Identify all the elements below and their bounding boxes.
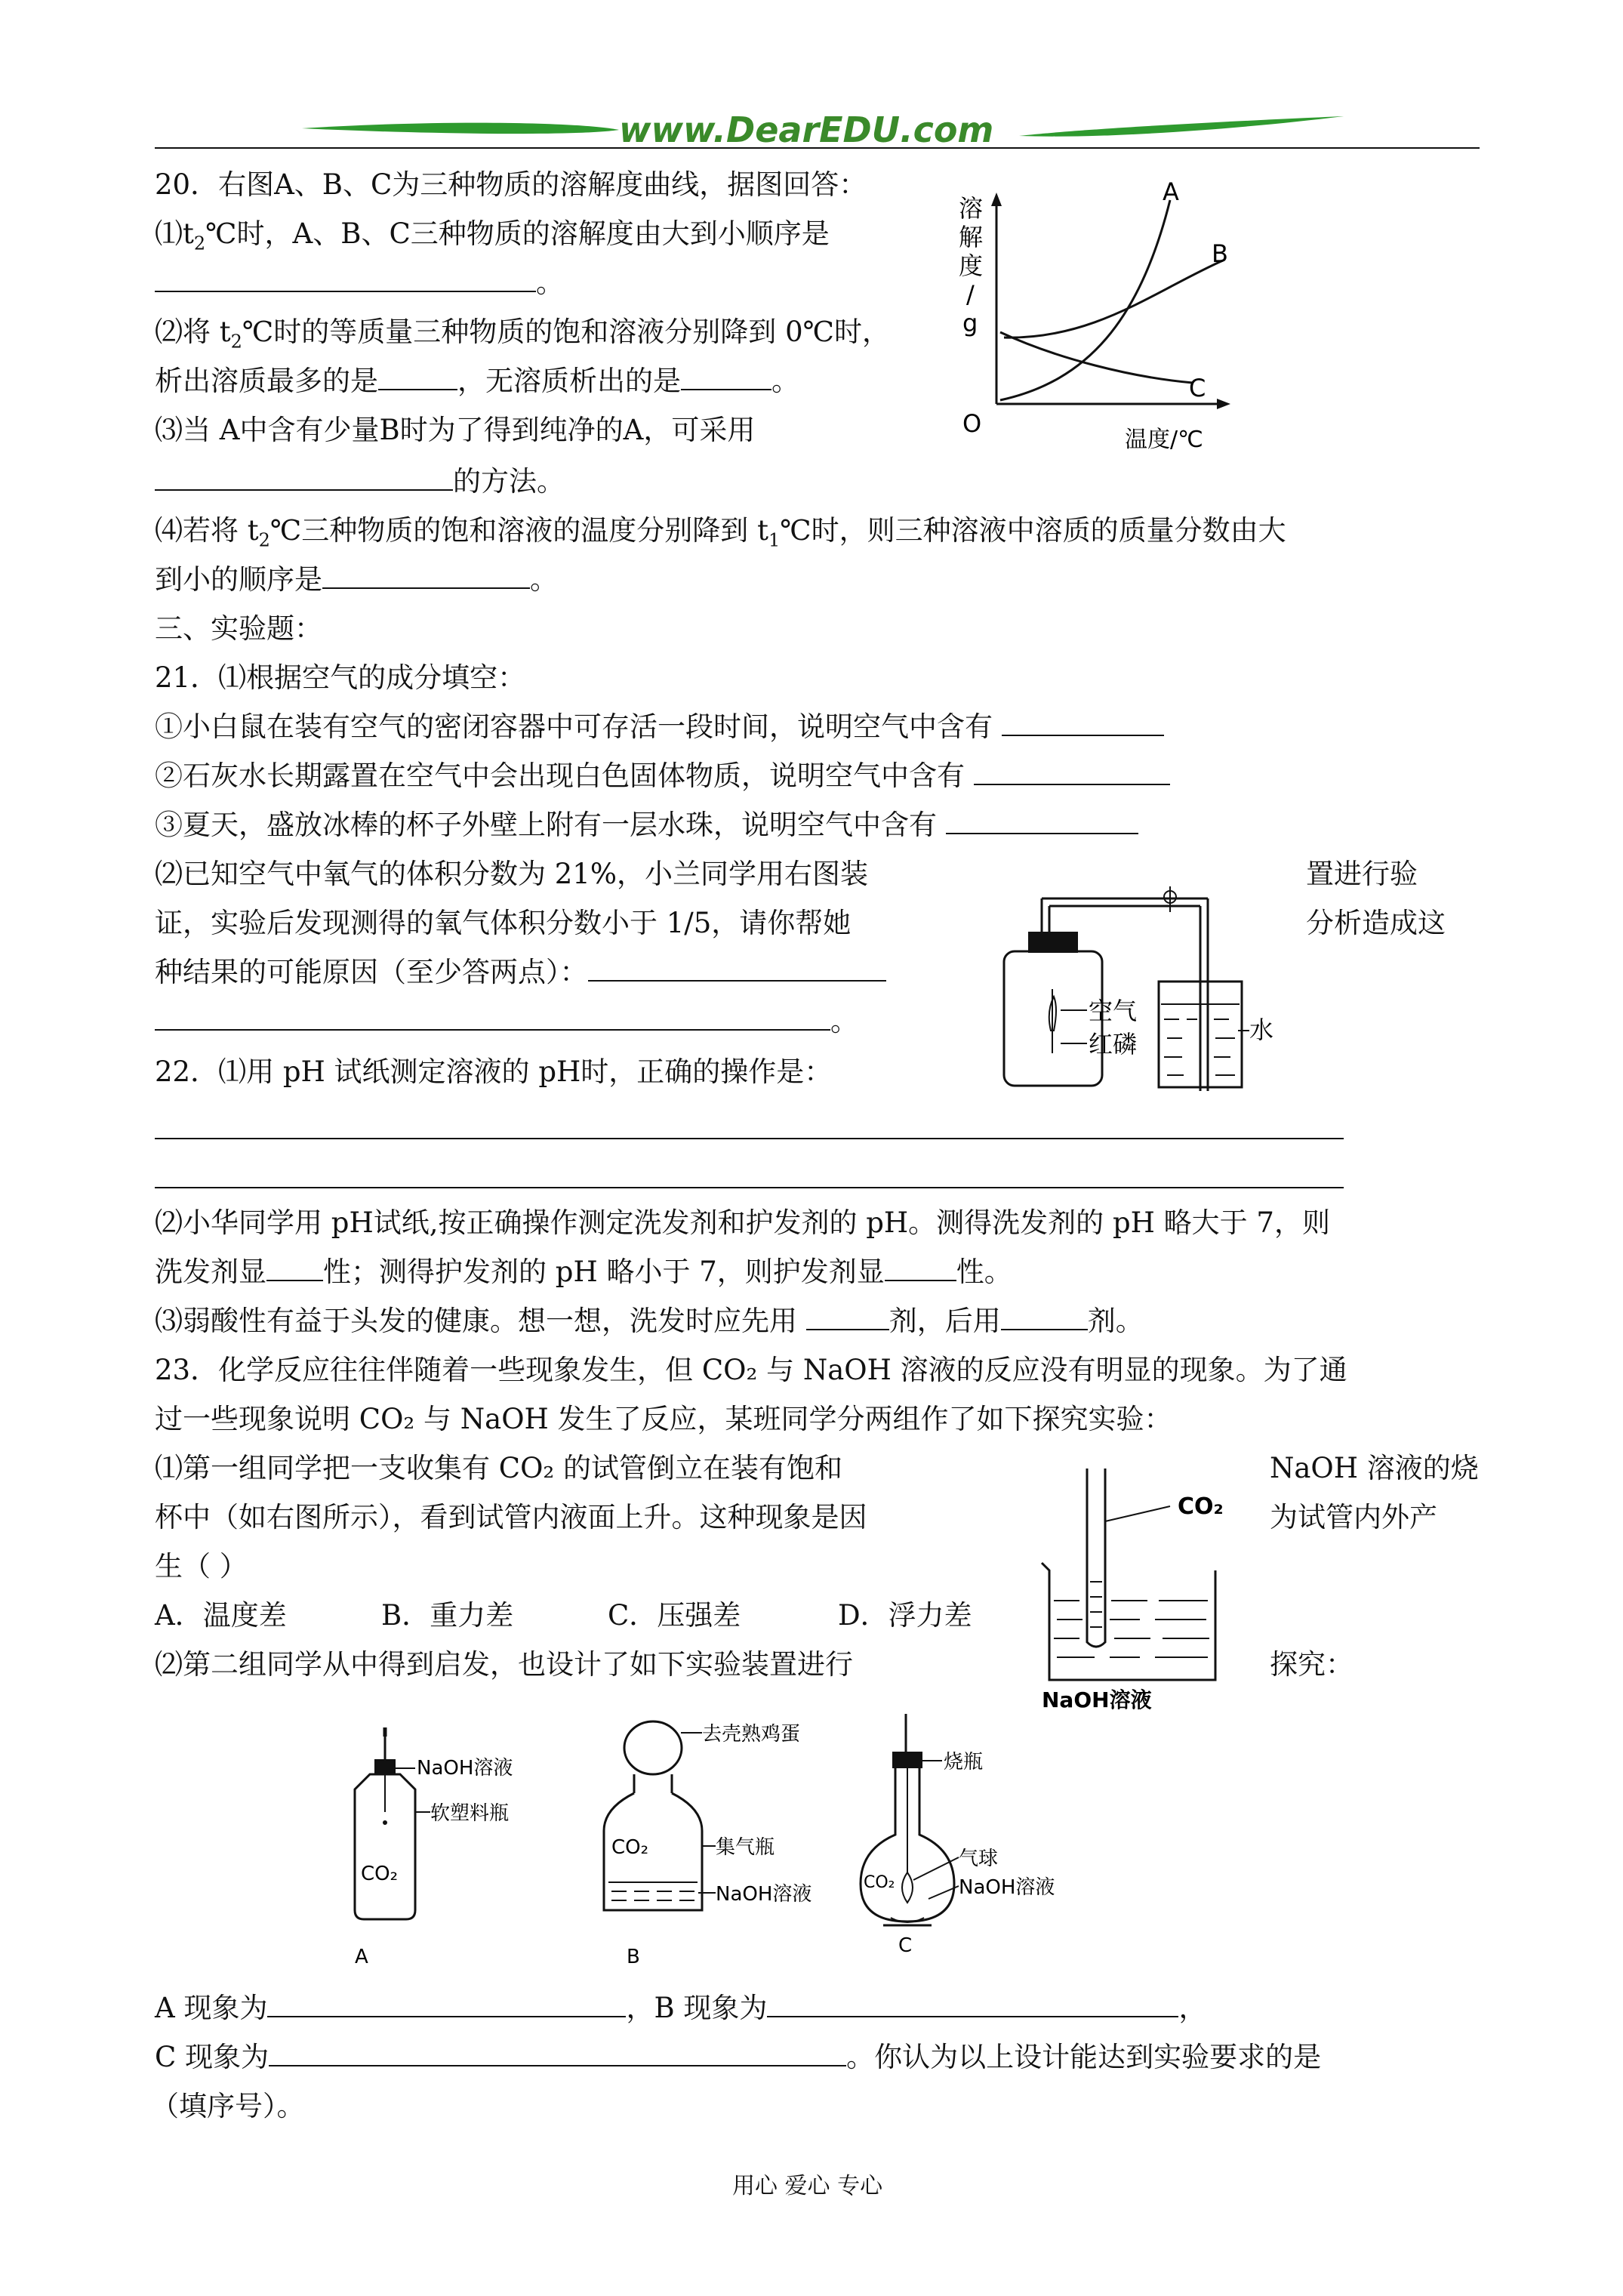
q21-part2a: ⑵已知空气中氧气的体积分数为 21%，小兰同学用右图装	[155, 858, 868, 890]
q23-answer-c-end: （填序号）。	[151, 2090, 305, 2122]
answer-blank[interactable]	[269, 2042, 846, 2066]
setup-a-label-solution: NaOH溶液	[417, 1757, 513, 1780]
q21-part2d: 。	[155, 1006, 858, 1037]
q20-title: 20．右图A、B、C为三种物质的溶解度曲线，据图回答：	[155, 168, 867, 201]
q20-part3b: 的方法。	[155, 467, 565, 497]
q20-part1: $⑴t_2℃$时，A、B、C三种物质的溶解度由大到小顺序是	[155, 217, 830, 254]
answer-blank[interactable]	[767, 1993, 1178, 2017]
solubility-graph	[944, 177, 1261, 457]
option-b[interactable]: B．重力差	[381, 1599, 514, 1632]
beaker-solution-label: NaOH溶液	[1042, 1687, 1152, 1712]
answer-blank[interactable]	[946, 810, 1138, 834]
setup-c-label-solution: NaOH溶液	[959, 1876, 1055, 1899]
answer-line[interactable]	[155, 1138, 1344, 1139]
q23-line3-right: NaOH 溶液的烧	[1270, 1452, 1479, 1484]
q22-title: 22．⑴用 pH 试纸测定溶液的 pH时，正确的操作是：	[155, 1056, 833, 1088]
setup-b-caption: B	[627, 1946, 640, 1968]
answer-blank[interactable]	[155, 268, 536, 292]
q23-line7: ⑵第二组同学从中得到启发，也设计了如下实验装置进行	[155, 1648, 853, 1681]
q23-line2: 过一些现象说明 CO₂ 与 NaOH 发生了反应，某班同学分两组作了如下探究实验：	[155, 1403, 1172, 1435]
curve-label-b: B	[1212, 239, 1228, 268]
option-d[interactable]: D．浮力差	[838, 1599, 972, 1632]
answer-blank[interactable]	[1002, 712, 1164, 736]
setup-a-inside: CO₂	[361, 1863, 399, 1885]
y-label-3: 度	[959, 251, 984, 280]
origin-label: O	[962, 409, 982, 438]
setup-c-caption: C	[898, 1934, 913, 1957]
setup-c-figure	[845, 1706, 1102, 1967]
y-label-1: 溶	[959, 194, 984, 223]
setup-a-caption: A	[355, 1946, 368, 1968]
beaker-figure	[1027, 1461, 1253, 1718]
q23-line5: 生（ ）	[155, 1550, 248, 1583]
q22-part2a: ⑵小华同学用 pH试纸,按正确操作测定洗发剂和护发剂的 pH。测得洗发剂的 pH 略大于 7，则	[155, 1207, 1330, 1239]
answer-blank[interactable]	[885, 1257, 956, 1281]
q21-part2c: 种结果的可能原因（至少答两点）：	[155, 957, 886, 988]
setup-b-figure	[589, 1710, 838, 1971]
setup-b-label-egg: 去壳熟鸡蛋	[702, 1723, 801, 1746]
curve-label-a: A	[1163, 177, 1179, 206]
answer-blank[interactable]	[974, 761, 1170, 785]
q20-part2a: ⑵将 $t_2℃$时的等质量三种物质的饱和溶液分别降到 0℃时，	[155, 316, 891, 353]
q21-title: 21．⑴根据空气的成分填空：	[155, 661, 526, 694]
x-axis-label: 温度/℃	[1125, 427, 1203, 453]
option-c[interactable]: C．压强差	[608, 1599, 741, 1632]
q23-line3: ⑴第一组同学把一支收集有 CO₂ 的试管倒立在装有饱和	[155, 1452, 842, 1484]
setup-c-label-balloon: 气球	[959, 1848, 999, 1870]
curve-b	[1004, 260, 1223, 337]
y-label-2: 解	[959, 223, 984, 251]
q23-line4-right: 为试管内外产	[1270, 1501, 1437, 1533]
answer-blank[interactable]	[1001, 1306, 1088, 1330]
answer-blank[interactable]	[806, 1306, 889, 1330]
q23-line1: 23．化学反应往往伴随着一些现象发生，但 CO₂ 与 NaOH 溶液的反应没有明显的现象。为了通	[155, 1354, 1347, 1386]
curve-c	[1000, 332, 1193, 383]
header-rule	[155, 147, 1480, 149]
setup-b-label-solution: NaOH溶液	[716, 1883, 812, 1906]
beaker-gas-label: CO₂	[1178, 1493, 1224, 1520]
q23-line4: 杯中（如右图所示），看到试管内液面上升。这种现象是因	[155, 1501, 867, 1533]
q21-part2a-right: 置进行验	[1306, 858, 1418, 890]
answer-blank[interactable]	[155, 467, 453, 491]
q21-item3: ③夏天，盛放冰棒的杯子外壁上附有一层水珠，说明空气中含有	[155, 810, 1138, 840]
label-air: 空气	[1089, 997, 1138, 1025]
option-a[interactable]: A．温度差	[155, 1599, 287, 1632]
setup-c-label-flask: 烧瓶	[944, 1751, 984, 1774]
q22-part3: ⑶弱酸性有益于头发的健康。想一想，洗发时应先用 剂，后用 剂。	[155, 1305, 1144, 1337]
y-label-5: g	[962, 309, 978, 337]
oxygen-apparatus-figure	[989, 876, 1313, 1095]
q21-part2b: 证，实验后发现测得的氧气体积分数小于 1/5，请你帮她	[155, 907, 852, 939]
label-water: 水	[1249, 1015, 1274, 1044]
q20-part3a: ⑶当 A中含有少量B时为了得到纯净的A，可采用	[155, 414, 756, 446]
answer-blank[interactable]	[322, 565, 530, 589]
q22-part2b: 洗发剂显 性；测得护发剂的 pH 略小于 7，则护发剂显 性。	[155, 1256, 1012, 1288]
q23-line7-right: 探究：	[1270, 1648, 1354, 1681]
q23-answer-c: C 现象为 。你认为以上设计能达到实验要求的是	[155, 2041, 1322, 2073]
y-label-4: /	[966, 280, 975, 309]
answer-blank[interactable]	[267, 1993, 626, 2017]
q20-part4b: 到小的顺序是 。	[155, 563, 558, 596]
setup-b-label-jar: 集气瓶	[716, 1836, 775, 1859]
q20-part2b: 析出溶质最多的是 ，无溶质析出的是 。	[155, 365, 799, 397]
header-logo	[294, 106, 1351, 159]
curve-label-c: C	[1189, 374, 1206, 402]
answer-blank[interactable]	[378, 366, 457, 390]
setup-a-figure	[325, 1721, 596, 1971]
setup-a-label-bottle: 软塑料瓶	[430, 1802, 510, 1825]
answer-line[interactable]	[155, 1187, 1344, 1188]
q21-item1: ①小白鼠在装有空气的密闭容器中可存活一段时间，说明空气中含有	[155, 712, 1164, 742]
logo-text: www.DearEDU.com	[619, 109, 994, 150]
section-3-title: 三、实验题：	[155, 612, 322, 645]
q20-part1-answer: 。	[155, 268, 564, 298]
answer-blank[interactable]	[266, 1257, 323, 1281]
setup-b-inside: CO₂	[611, 1836, 649, 1859]
footer-text: 用心 爱心 专心	[732, 2173, 883, 2199]
answer-blank[interactable]	[155, 1006, 830, 1031]
setup-c-inside: CO₂	[864, 1873, 895, 1892]
q21-item2: ②石灰水长期露置在空气中会出现白色固体物质，说明空气中含有	[155, 761, 1170, 791]
answer-blank[interactable]	[681, 366, 771, 390]
q21-part2b-right: 分析造成这	[1306, 907, 1446, 939]
answer-blank[interactable]	[588, 957, 886, 982]
q20-part4a: ⑷若将 $t_2℃$三种物质的饱和溶液的温度分别降到 $t_1℃$时，则三种溶液中溶质的质量分数由大	[155, 514, 1286, 551]
q23-answer-ab: A 现象为 ，B 现象为 ，	[155, 1992, 1207, 2024]
label-red-phosphorus: 红磷	[1089, 1030, 1138, 1059]
